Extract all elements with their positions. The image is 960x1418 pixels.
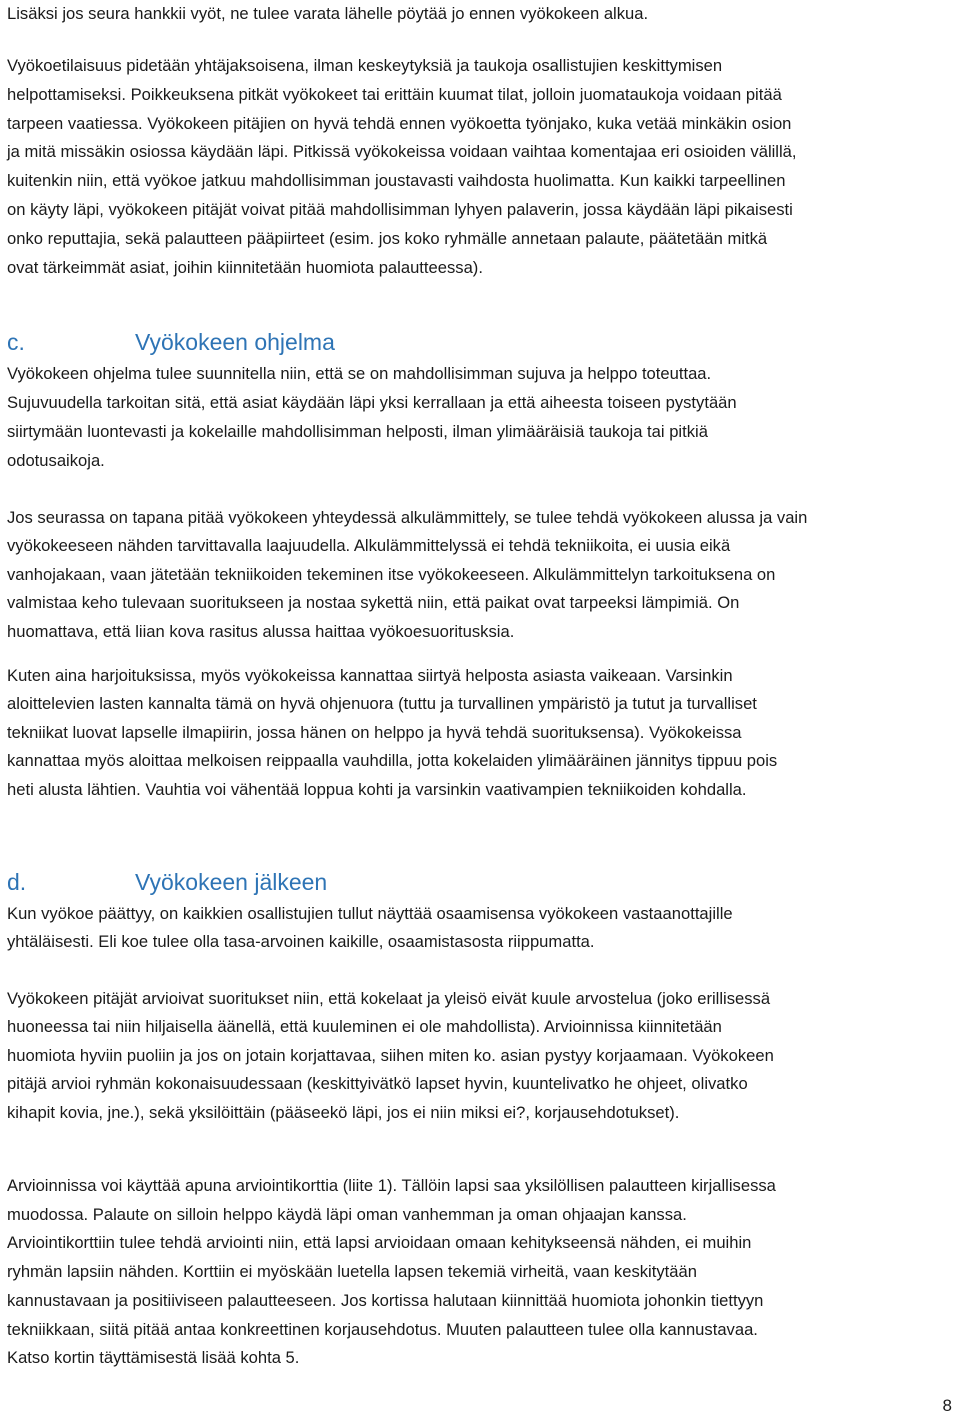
paragraph-3-line: Vyökokeen ohjelma tulee suunnitella niin, että se on mahdollisimman sujuva ja helppo toteuttaa. (7, 364, 712, 383)
paragraph-5-line: aloittelevien lasten kannalta tämä on hyvä ohjenuora (tuttu ja turvallinen ympäristö ja tutut ja turvalliset (7, 694, 757, 713)
paragraph-2-line: ovat tärkeimmät asiat, joihin kiinnitetään huomiota palautteessa). (7, 258, 483, 277)
paragraph-2-line: onko reputtajia, sekä palautteen pääpiirteet (esim. jos koko ryhmälle annetaan palaute, päätetään mitkä (7, 229, 768, 248)
paragraph-5-line: tekniikat luovat lapselle ilmapiirin, jossa hänen on helppo ja hyvä tehdä suorituksensa). Vyökokeissa (7, 723, 742, 742)
paragraph-8-line: kannustavaan ja positiiviseen palautteeseen. Jos kortissa halutaan kiinnittää huomiota johonkin tiettyyn (7, 1291, 764, 1310)
section-title: Vyökokeen ohjelma (135, 329, 335, 355)
paragraph-8-line: Arvioinnissa voi käyttää apuna arviointikorttia (liite 1). Tällöin lapsi saa yksilöllisen palautteen kirjallisessa (7, 1176, 776, 1195)
paragraph-2-line: ja mitä missäkin osiossa käydään läpi. Pitkissä vyökokeissa voidaan vaihtaa komentajaa eri osioiden välillä, (7, 142, 797, 161)
paragraph-4-line: vyökokeeseen nähden tarvittavalla laajuudella. Alkulämmittelyssä ei tehdä tekniikoita, ei uusia eikä (7, 536, 731, 555)
paragraph-7-line: huoneessa tai niin hiljaisella äänellä, että kuuleminen ei ole mahdollista). Arvioinnissa kiinnitetään (7, 1017, 722, 1036)
paragraph-8-line: Katso kortin täyttämisestä lisää kohta 5. (7, 1348, 300, 1367)
section-heading-d (7, 867, 327, 897)
paragraph-1-line: Lisäksi jos seura hankkii vyöt, ne tulee varata lähelle pöytää jo ennen vyökokeen alkua. (7, 4, 649, 23)
page-number: 8 (942, 1396, 952, 1415)
paragraph-7-line: Vyökokeen pitäjät arvioivat suoritukset niin, että kokelaat ja yleisö eivät kuule arvostelua (joko erillisessä (7, 989, 771, 1008)
paragraph-6-line: yhtäläisesti. Eli koe tulee olla tasa-arvoinen kaikille, osaamistasosta riippumatta. (7, 932, 595, 951)
paragraph-5-line: kannattaa myös aloittaa melkoisen reippaalla vauhdilla, jotta kokelaiden ylimääräinen jännitys tippuu pois (7, 751, 778, 770)
paragraph-3-line: Sujuvuudella tarkoitan sitä, että asiat käydään läpi yksi kerrallaan ja että aiheesta toiseen pystytään (7, 393, 737, 412)
paragraph-2-line: tarpeen vaatiessa. Vyökokeen pitäjien on hyvä tehdä ennen vyökoetta työnjako, kuka vetää minkäkin osion (7, 114, 792, 133)
paragraph-7-line: pitäjä arvioi ryhmän kokonaisuudessaan (keskittyivätkö lapset hyvin, kuuntelivatko he ohjeet, olivatko (7, 1074, 748, 1093)
paragraph-8-line: Arviointikorttiin tulee tehdä arviointi niin, että lapsi arvioidaan omaan kehitykseensä nähden, ei muihin (7, 1233, 752, 1252)
paragraph-3-line: odotusaikoja. (7, 451, 105, 470)
section-letter: d. (7, 869, 27, 895)
paragraph-5-line: heti alusta lähtien. Vauhtia voi vähentää loppua kohti ja varsinkin vaativampien tekniikoiden kohdalla. (7, 780, 747, 799)
paragraph-3-line: siirtymään luontevasti ja kokelaille mahdollisimman helposti, ilman ylimääräisiä taukoja tai pitkiä (7, 422, 708, 441)
section-title: Vyökokeen jälkeen (135, 869, 328, 895)
paragraph-4-line: vanhojakaan, vaan jätetään tekniikoiden tekeminen itse vyökokeeseen. Alkulämmittelyn tarkoituksena on (7, 565, 776, 584)
paragraph-7-line: kihapit kovia, jne.), sekä yksilöittäin (pääseekö läpi, jos ei niin miksi ei?, korjausehdotukset). (7, 1103, 680, 1122)
section-heading-c (7, 327, 335, 357)
paragraph-2-line: on käyty läpi, vyökokeen pitäjät voivat pitää mahdollisimman lyhyen palaverin, jossa käydään läpi pikaisesti (7, 200, 793, 219)
paragraph-4-line: Jos seurassa on tapana pitää vyökokeen yhteydessä alkulämmittely, se tulee tehdä vyökokeen alussa ja vain (7, 508, 808, 527)
paragraph-2-line: Vyökoetilaisuus pidetään yhtäjaksoisena, ilman keskeytyksiä ja taukoja osallistujien keskittymisen (7, 56, 723, 75)
section-letter: c. (7, 329, 25, 355)
paragraph-2-line: helpottamiseksi. Poikkeuksena pitkät vyökokeet tai erittäin kuumat tilat, jolloin juomataukoja voidaan pitää (7, 85, 782, 104)
paragraph-8-line: muodossa. Palaute on silloin helppo käydä läpi oman vanhemman ja oman ohjaajan kanssa. (7, 1205, 687, 1224)
paragraph-5-line: Kuten aina harjoituksissa, myös vyökokeissa kannattaa siirtyä helposta asiasta vaikeaan. Varsinkin (7, 666, 733, 685)
paragraph-7-line: huomiota hyviin puoliin ja jos on jotain korjattavaa, siihen miten ko. asian pystyy korjaamaan. Vyökokeen (7, 1046, 774, 1065)
paragraph-8-line: ryhmän lapsiin nähden. Korttiin ei myöskään luetella lapsen tekemiä virheitä, vaan keskitytään (7, 1262, 697, 1281)
paragraph-6-line: Kun vyökoe päättyy, on kaikkien osallistujien tullut näyttää osaamisensa vyökokeen vastaanottajille (7, 904, 733, 923)
paragraph-8-line: tekniikkaan, siitä pitää antaa konkreettinen korjausehdotus. Muuten palautteen tulee olla kannustavaa. (7, 1320, 758, 1339)
paragraph-2-line: kuitenkin niin, että vyökoe jatkuu mahdollisimman joustavasti vaihdosta huolimatta. Kun kaikki tarpeellinen (7, 171, 786, 190)
paragraph-4-line: valmistaa keho tulevaan suoritukseen ja nostaa sykettä niin, että paikat ovat tarpeeksi lämpimiä. On (7, 593, 740, 612)
paragraph-4-line: huomattava, että liian kova rasitus alussa haittaa vyökoesuoritusksia. (7, 622, 515, 641)
